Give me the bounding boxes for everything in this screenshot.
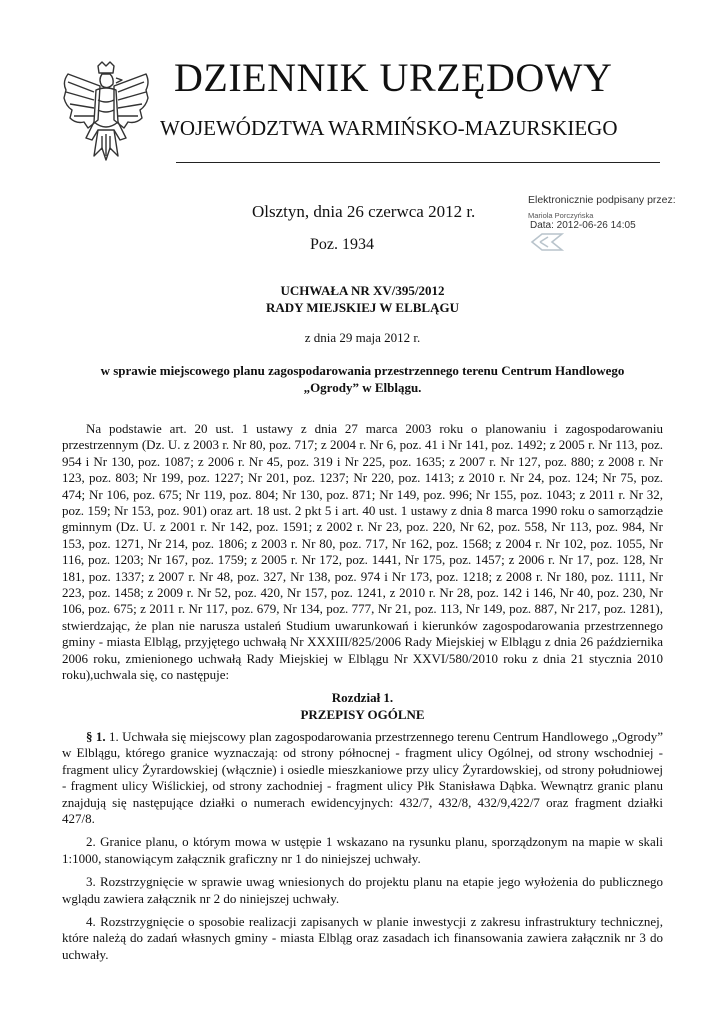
- signature-label: Elektronicznie podpisany przez:: [528, 194, 676, 206]
- place-and-date: Olsztyn, dnia 26 czerwca 2012 r.: [252, 202, 476, 221]
- resolution-subject: [60, 362, 665, 396]
- signature-seal-icon: [530, 232, 564, 252]
- section-label: § 1.: [86, 729, 106, 744]
- resolution-date: z dnia 29 maja 2012 r.: [304, 330, 421, 345]
- chapter-heading: [60, 689, 665, 723]
- resolution-council: RADY MIEJSKIEJ W ELBLĄGU: [266, 300, 459, 315]
- chapter-title: PRZEPISY OGÓLNE: [300, 707, 425, 722]
- signature-date: Data: 2012-06-26 14:05: [530, 220, 636, 231]
- position-number: Poz. 1934: [310, 236, 374, 253]
- journal-title: DZIENNIK URZĘDOWY: [174, 55, 613, 100]
- resolution-title: [60, 282, 665, 316]
- section-paragraph: 2. Granice planu, o którym mowa w ustępie 1 wskazano na rysunku planu, sporządzonym na mapie w skali 1:1000, stanowiącym załącznik graficzny nr 1 do niniejszej uchwały.: [62, 834, 663, 866]
- journal-subtitle: WOJEWÓDZTWA WARMIŃSKO-MAZURSKIEGO: [160, 116, 618, 140]
- section-paragraph: [62, 729, 663, 827]
- section-1: [62, 729, 663, 970]
- resolution-subject-line: „Ogrody” w Elblągu.: [303, 380, 422, 395]
- electronic-signature-block: [524, 194, 699, 256]
- signer-name: Mariola Porczyńska: [528, 211, 594, 220]
- eagle-emblem-icon: [58, 60, 154, 166]
- masthead-divider: [176, 162, 660, 163]
- resolution-number: UCHWAŁA NR XV/395/2012: [280, 283, 445, 298]
- section-paragraph: 3. Rozstrzygnięcie w sprawie uwag wniesionych do projektu planu na etapie jego wyłożenia do publicznego wglądu zawiera załącznik nr 2 do niniejszej uchwały.: [62, 874, 663, 906]
- resolution-subject-line: w sprawie miejscowego planu zagospodarowania przestrzennego terenu Centrum Handlowego: [100, 363, 625, 378]
- section-paragraph: 4. Rozstrzygnięcie o sposobie realizacji zapisanych w planie inwestycji z zakresu infrastruktury technicznej, które należą do zadań własnych gminy - miasta Elbląg oraz zasadach ich finansowania zawiera załącznik nr 3 do uchwały.: [62, 914, 663, 962]
- chapter-number: Rozdział 1.: [331, 690, 394, 705]
- preamble-paragraph: Na podstawie art. 20 ust. 1 ustawy z dnia 27 marca 2003 roku o planowaniu i zagospodarowaniu przestrzennym (Dz. U. z 2003 r. Nr 80, poz. 717; z 2004 r. Nr 6, poz. 41 i Nr 141, poz. 1492; z 2005 r. Nr 113, poz. 954 i Nr 130, poz. 1087; z 2006 r. Nr 45, poz. 319 i Nr 225, poz. 1635; z 2007 r. Nr 127, poz. 880; z 2008 r. Nr 123, poz. 803; Nr 199, poz. 1227; Nr 201, poz. 1237; Nr 220, poz. 1413; z 2010 r. Nr 24, poz. 124; Nr 75, poz. 474; Nr 106, poz. 675; Nr 119, poz. 804; Nr 130, poz. 871; Nr 149, poz. 996; Nr 155, poz. 1043; z 2011 r. Nr 32, poz. 159; Nr 153, poz. 901) oraz art. 18 ust. 2 pkt 5 i art. 40 ust. 1 ustawy z dnia 8 marca 1990 roku o samorządzie gminnym (Dz. U. z 2001 r. Nr 142, poz. 1591; z 2002 r. Nr 23, poz. 220, Nr 62, poz. 558, Nr 113, poz. 984, Nr 153, poz. 1271, Nr 214, poz. 1806; z 2003 r. Nr 80, poz. 717, Nr 162, poz. 1568; z 2004 r. Nr 102, poz. 1055, Nr 116, poz. 1203; Nr 167, poz. 1759; z 2005 r. Nr 172, poz. 1441, Nr 175, poz. 1457; z 2006 r. Nr 17, poz. 128, Nr 181, poz. 1337; z 2007 r. Nr 48, poz. 327, Nr 138, poz. 974 i Nr 173, poz. 1218; z 2008 r. Nr 180, poz. 1111, Nr 223, poz. 1458; z 2009 r. Nr 52, poz. 420, Nr 157, poz. 1241, z 2010 r. Nr 28, poz. 142 i 146, Nr 40, poz. 230, Nr 106, poz. 675; z 2011 r. Nr 117, poz. 679, Nr 134, poz. 777, Nr 21, poz. 113, Nr 149, poz. 887, Nr 217, poz. 1281), stwierdzając, że plan nie narusza ustaleń Studium uwarunkowań i kierunków zagospodarowania przestrzennego gminy - miasta Elbląg, przyjętego uchwałą Nr XXXIII/825/2006 Rady Miejskiej w Elblągu z dnia 26 października 2006 roku, zmienionego uchwałą Rady Miejskiej w Elblągu Nr XXVI/580/2010 roku z dnia 21 stycznia 2010 roku),uchwala się, co następuje:: [62, 421, 663, 683]
- section-paragraph-text: 1. Uchwała się miejscowy plan zagospodarowania przestrzennego terenu Centrum Handlowego „Ogrody” w Elblągu, którego granice wyznaczają: od strony północnej - fragment ulicy Ogólnej, od strony wschodniej - fragment ulicy Żyrardowskiej (włącznie) i osiedle mieszkaniowe przy ulicy Żyrardowskiej, od strony południowej - fragment ulicy Wiślickiej, od strony zachodniej - fragment ulicy Płk Stanisława Dąbka. Wewnątrz granic planu znajdują się następujące działki o numerach ewidencyjnych: 432/7, 432/8, 432/9,422/7 oraz fragment działki 427/8.: [62, 729, 664, 827]
- preamble: [62, 421, 663, 691]
